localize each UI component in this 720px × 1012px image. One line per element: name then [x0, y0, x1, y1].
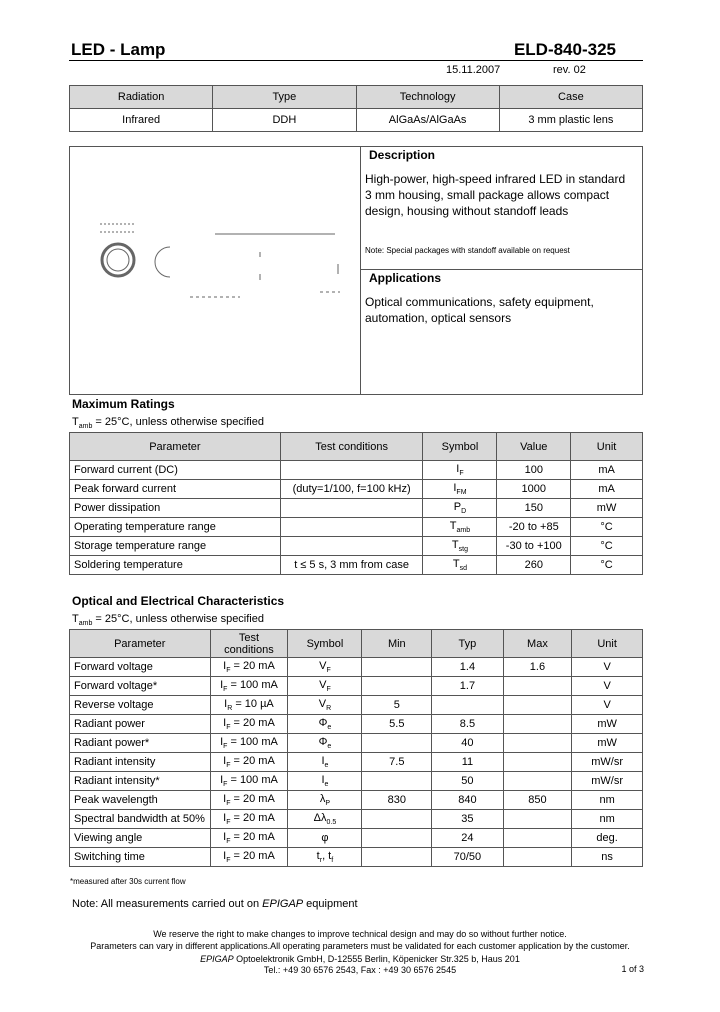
- typ-cell: 840: [432, 791, 503, 810]
- max-cell: 1.6: [503, 658, 572, 677]
- condition-subscript: F: [223, 743, 228, 751]
- condition-symbol: I: [223, 849, 227, 862]
- unit-cell: °C: [571, 518, 643, 537]
- symbol-text: I: [453, 481, 457, 494]
- value-cell: 100: [497, 461, 571, 480]
- max-cell: [503, 810, 572, 829]
- package-drawing: [90, 202, 355, 312]
- condition-cell: [210, 753, 288, 772]
- table-row: [70, 556, 643, 575]
- condition-value: = 20 mA: [230, 659, 275, 672]
- summary-value: AlGaAs/AlGaAs: [356, 109, 499, 132]
- unit-cell: mW/sr: [572, 772, 643, 791]
- description-line: 3 mm housing, small package allows compact: [365, 188, 610, 202]
- condition-symbol: I: [223, 811, 227, 824]
- symbol-text: Φ: [318, 735, 328, 748]
- unit-cell: nm: [572, 810, 643, 829]
- symbol-subscript: R: [326, 705, 332, 713]
- condition-subscript: F: [226, 819, 231, 827]
- condition-cell: [210, 715, 288, 734]
- max-cell: [503, 829, 572, 848]
- column-header: Max: [503, 630, 572, 658]
- optical-conditions: $T_{amb} = 25^\circ C$, unless otherwise specified: [72, 613, 264, 628]
- table-row: [70, 791, 643, 810]
- condition-cell: [210, 791, 288, 810]
- summary-header: Type: [213, 86, 356, 109]
- footer-disclaimer-2: Parameters can vary in different applications.All operating parameters must be validated for each customer application by the customer.: [90, 941, 630, 951]
- parameter-cell: Radiant power: [70, 715, 211, 734]
- unit-cell: mA: [571, 461, 643, 480]
- column-header: Unit: [571, 433, 643, 461]
- symbol-text: T: [452, 557, 460, 570]
- min-cell: 7.5: [362, 753, 432, 772]
- symbol-subscript: F: [326, 686, 331, 694]
- condition-symbol: I: [223, 830, 227, 843]
- column-header: Symbol: [288, 630, 362, 658]
- max-ratings-header-row: [70, 433, 643, 461]
- symbol-cell: [288, 810, 362, 829]
- parameter-cell: Forward voltage: [70, 658, 211, 677]
- condition-subscript: R: [227, 705, 233, 713]
- condition-value: = 20 mA: [230, 716, 275, 729]
- table-row: [70, 480, 643, 499]
- symbol-subscript: f: [331, 857, 334, 865]
- description-box: [69, 146, 643, 395]
- symbol-subscript: r: [319, 857, 323, 865]
- symbol-text: V: [319, 659, 327, 672]
- typ-cell: 70/50: [432, 848, 503, 867]
- column-header: Typ: [432, 630, 503, 658]
- min-cell: [362, 658, 432, 677]
- condition-subscript: F: [223, 781, 228, 789]
- parameter-cell: Forward current (DC): [70, 461, 281, 480]
- min-cell: [362, 677, 432, 696]
- applications-text: [365, 294, 641, 326]
- table-row: [70, 537, 643, 556]
- part-number: ELD-840-325: [513, 40, 616, 59]
- parameter-cell: Radiant power*: [70, 734, 211, 753]
- unit-cell: mW: [571, 499, 643, 518]
- min-cell: [362, 848, 432, 867]
- symbol-text: φ: [321, 832, 329, 844]
- symbol-subscript: F: [326, 667, 331, 675]
- value-cell: 1000: [497, 480, 571, 499]
- condition-value: = 10 µA: [232, 697, 274, 710]
- document-revision: rev. 02: [553, 64, 586, 76]
- typ-cell: 1.7: [432, 677, 503, 696]
- condition-subscript: F: [226, 857, 231, 865]
- symbol-cell: [288, 791, 362, 810]
- parameter-cell: Power dissipation: [70, 499, 281, 518]
- symbol-cell: [288, 734, 362, 753]
- unit-cell: °C: [571, 537, 643, 556]
- unit-cell: mW: [572, 715, 643, 734]
- table-row: [70, 810, 643, 829]
- value-cell: -30 to +100: [497, 537, 571, 556]
- measurement-footnote: *measured after 30s current flow: [70, 877, 186, 886]
- symbol-cell: [423, 499, 497, 518]
- parameter-cell: Peak wavelength: [70, 791, 211, 810]
- footer-contact: Tel.: +49 30 6576 2543, Fax : +49 30 6576 2545: [263, 965, 457, 975]
- applications-line: automation, optical sensors: [365, 311, 512, 325]
- condition-cell: [210, 829, 288, 848]
- symbol-text: T: [449, 519, 457, 532]
- column-header: Test conditions: [210, 630, 288, 658]
- condition-symbol: I: [223, 792, 227, 805]
- condition-symbol: I: [220, 773, 224, 786]
- unit-cell: deg.: [572, 829, 643, 848]
- description-line: High-power, high-speed infrared LED in standard: [365, 172, 626, 186]
- symbol-subscript: 0.5: [326, 819, 337, 827]
- symbol-text: t: [316, 849, 320, 862]
- symbol-cell: [423, 537, 497, 556]
- optical-header-row: [70, 630, 643, 658]
- condition-value: = 20 mA: [230, 849, 275, 862]
- symbol-subscript: sd: [459, 565, 468, 573]
- measurement-note: Note: All measurements carried out on EPIGAP equipment: [72, 898, 358, 910]
- condition-cell: (duty=1/100, f=100 kHz): [280, 480, 423, 499]
- condition-cell: [210, 772, 288, 791]
- description-text: [365, 171, 641, 219]
- unit-cell: mW: [572, 734, 643, 753]
- symbol-text: I: [321, 773, 325, 786]
- value-cell: 150: [497, 499, 571, 518]
- summary-value: 3 mm plastic lens: [499, 109, 642, 132]
- column-header: Parameter: [70, 630, 211, 658]
- table-row: [70, 677, 643, 696]
- condition-cell: [280, 537, 423, 556]
- condition-cell: [210, 810, 288, 829]
- max-cell: [503, 848, 572, 867]
- symbol-cell: [288, 715, 362, 734]
- min-cell: 5.5: [362, 715, 432, 734]
- title-rule: [69, 60, 643, 61]
- symbol-cell: [288, 677, 362, 696]
- footer-address: EPIGAP Optoelektronik GmbH, D-12555 Berlin, Köpenicker Str.325 b, Haus 201: [200, 954, 520, 964]
- summary-header: Technology: [356, 86, 499, 109]
- condition-cell: [210, 848, 288, 867]
- page-title: LED - Lamp: [71, 40, 166, 59]
- symbol-subscript: D: [461, 508, 467, 516]
- column-header: Parameter: [70, 433, 281, 461]
- max-cell: [503, 677, 572, 696]
- column-header: Symbol: [423, 433, 497, 461]
- parameter-cell: Viewing angle: [70, 829, 211, 848]
- symbol-subscript: e: [327, 743, 332, 751]
- optical-title: Optical and Electrical Characteristics: [72, 594, 285, 608]
- unit-cell: mA: [571, 480, 643, 499]
- parameter-cell: Peak forward current: [70, 480, 281, 499]
- symbol-cell: [423, 518, 497, 537]
- symbol-text: V: [318, 697, 327, 710]
- symbol-cell: [288, 848, 362, 867]
- min-cell: [362, 734, 432, 753]
- symbol-text: I: [456, 462, 460, 475]
- condition-value: = 100 mA: [227, 735, 278, 748]
- symbol-cell: [423, 556, 497, 575]
- unit-cell: V: [572, 696, 643, 715]
- parameter-cell: Reverse voltage: [70, 696, 211, 715]
- parameter-cell: Soldering temperature: [70, 556, 281, 575]
- condition-cell: [210, 658, 288, 677]
- symbol-cell: [423, 461, 497, 480]
- unit-cell: ns: [572, 848, 643, 867]
- package-note: Note: Special packages with standoff available on request: [365, 246, 570, 255]
- value-cell: 260: [497, 556, 571, 575]
- unit-cell: nm: [572, 791, 643, 810]
- symbol-subscript: e: [327, 724, 332, 732]
- symbol-text: Φ: [318, 716, 328, 729]
- max-ratings-body: [70, 461, 643, 575]
- symbol-text: P: [453, 500, 462, 513]
- typ-cell: 1.4: [432, 658, 503, 677]
- symbol-cell: [288, 696, 362, 715]
- max-cell: [503, 696, 572, 715]
- condition-symbol: I: [223, 659, 227, 672]
- condition-value: = 20 mA: [230, 830, 275, 843]
- unit-cell: V: [572, 677, 643, 696]
- typ-cell: 50: [432, 772, 503, 791]
- condition-value: = 100 mA: [227, 678, 278, 691]
- symbol-text: T: [451, 538, 459, 551]
- condition-value: = 20 mA: [230, 792, 275, 805]
- table-row: [70, 658, 643, 677]
- summary-value-row: [70, 109, 643, 132]
- description-heading: Description: [369, 148, 436, 162]
- table-row: [70, 848, 643, 867]
- condition-symbol: I: [224, 697, 228, 710]
- symbol-cell: [288, 753, 362, 772]
- condition-value: = 100 mA: [227, 773, 278, 786]
- symbol-subscript: F: [459, 470, 464, 478]
- condition-cell: t ≤ 5 s, 3 mm from case: [280, 556, 423, 575]
- max-ratings-table: [69, 432, 643, 575]
- summary-header-row: [70, 86, 643, 109]
- table-row: [70, 753, 643, 772]
- applications-heading: Applications: [369, 271, 442, 285]
- symbol-subscript: amb: [456, 527, 471, 535]
- condition-symbol: I: [220, 735, 224, 748]
- symbol-subscript: P: [325, 800, 331, 808]
- summary-value: Infrared: [70, 109, 213, 132]
- footer-disclaimer-1: We reserve the right to make changes to improve technical design and may do so without further notice.: [153, 929, 567, 939]
- condition-symbol: I: [220, 678, 224, 691]
- condition-cell: [210, 734, 288, 753]
- min-cell: [362, 810, 432, 829]
- condition-subscript: F: [226, 667, 231, 675]
- typ-cell: 24: [432, 829, 503, 848]
- parameter-cell: Switching time: [70, 848, 211, 867]
- description-line: design, housing without standoff leads: [365, 204, 569, 218]
- symbol-subscript: stg: [458, 546, 468, 554]
- page-number: 1 of 3: [621, 964, 644, 974]
- symbol-subscript: e: [324, 762, 329, 770]
- max-cell: 850: [503, 791, 572, 810]
- symbol-text: I: [321, 754, 325, 767]
- typ-cell: 11: [432, 753, 503, 772]
- condition-symbol: I: [223, 716, 227, 729]
- symbol-text: , t: [322, 849, 332, 862]
- unit-cell: V: [572, 658, 643, 677]
- symbol-cell: [288, 658, 362, 677]
- typ-cell: 35: [432, 810, 503, 829]
- typ-cell: 40: [432, 734, 503, 753]
- parameter-cell: Storage temperature range: [70, 537, 281, 556]
- condition-cell: [280, 499, 423, 518]
- condition-subscript: F: [226, 838, 231, 846]
- max-cell: [503, 715, 572, 734]
- optical-body: [70, 658, 643, 867]
- condition-cell: [280, 461, 423, 480]
- column-header: Test conditions: [280, 433, 423, 461]
- column-header: Value: [497, 433, 571, 461]
- applications-line: Optical communications, safety equipment,: [365, 295, 594, 309]
- condition-subscript: F: [226, 762, 231, 770]
- table-row: [70, 772, 643, 791]
- unit-cell: °C: [571, 556, 643, 575]
- condition-value: = 20 mA: [230, 811, 275, 824]
- condition-value: = 20 mA: [230, 754, 275, 767]
- parameter-cell: Forward voltage*: [70, 677, 211, 696]
- document-date: 15.11.2007: [446, 64, 501, 76]
- min-cell: [362, 829, 432, 848]
- symbol-subscript: FM: [456, 489, 467, 497]
- optical-table: [69, 629, 643, 867]
- max-ratings-title: Maximum Ratings: [72, 397, 175, 411]
- summary-value: DDH: [213, 109, 356, 132]
- min-cell: [362, 772, 432, 791]
- condition-symbol: I: [223, 754, 227, 767]
- parameter-cell: Radiant intensity*: [70, 772, 211, 791]
- column-header: Unit: [572, 630, 643, 658]
- condition-subscript: F: [226, 800, 231, 808]
- condition-cell: [280, 518, 423, 537]
- summary-table: [69, 85, 643, 132]
- unit-cell: mW/sr: [572, 753, 643, 772]
- max-cell: [503, 772, 572, 791]
- table-row: [70, 715, 643, 734]
- summary-header: Radiation: [70, 86, 213, 109]
- symbol-text: Δλ: [313, 811, 327, 824]
- parameter-cell: Spectral bandwidth at 50%: [70, 810, 211, 829]
- symbol-cell: [423, 480, 497, 499]
- condition-cell: [210, 696, 288, 715]
- value-cell: -20 to +85: [497, 518, 571, 537]
- summary-header: Case: [499, 86, 642, 109]
- condition-subscript: F: [223, 686, 228, 694]
- table-row: [70, 499, 643, 518]
- symbol-subscript: e: [324, 781, 329, 789]
- max-cell: [503, 753, 572, 772]
- table-row: [70, 461, 643, 480]
- symbol-text: V: [319, 678, 327, 691]
- parameter-cell: Radiant intensity: [70, 753, 211, 772]
- column-header: Min: [362, 630, 432, 658]
- max-cell: [503, 734, 572, 753]
- symbol-cell: [288, 772, 362, 791]
- symbol-text: λ: [319, 792, 326, 805]
- table-row: [70, 734, 643, 753]
- parameter-cell: Operating temperature range: [70, 518, 281, 537]
- min-cell: 830: [362, 791, 432, 810]
- max-ratings-conditions: $T_{amb} = 25^\circ C$, unless otherwise specified: [72, 416, 264, 431]
- min-cell: 5: [362, 696, 432, 715]
- condition-subscript: F: [226, 724, 231, 732]
- symbol-cell: [288, 829, 362, 848]
- condition-cell: [210, 677, 288, 696]
- typ-cell: 8.5: [432, 715, 503, 734]
- typ-cell: [432, 696, 503, 715]
- table-row: [70, 518, 643, 537]
- table-row: [70, 696, 643, 715]
- table-row: [70, 829, 643, 848]
